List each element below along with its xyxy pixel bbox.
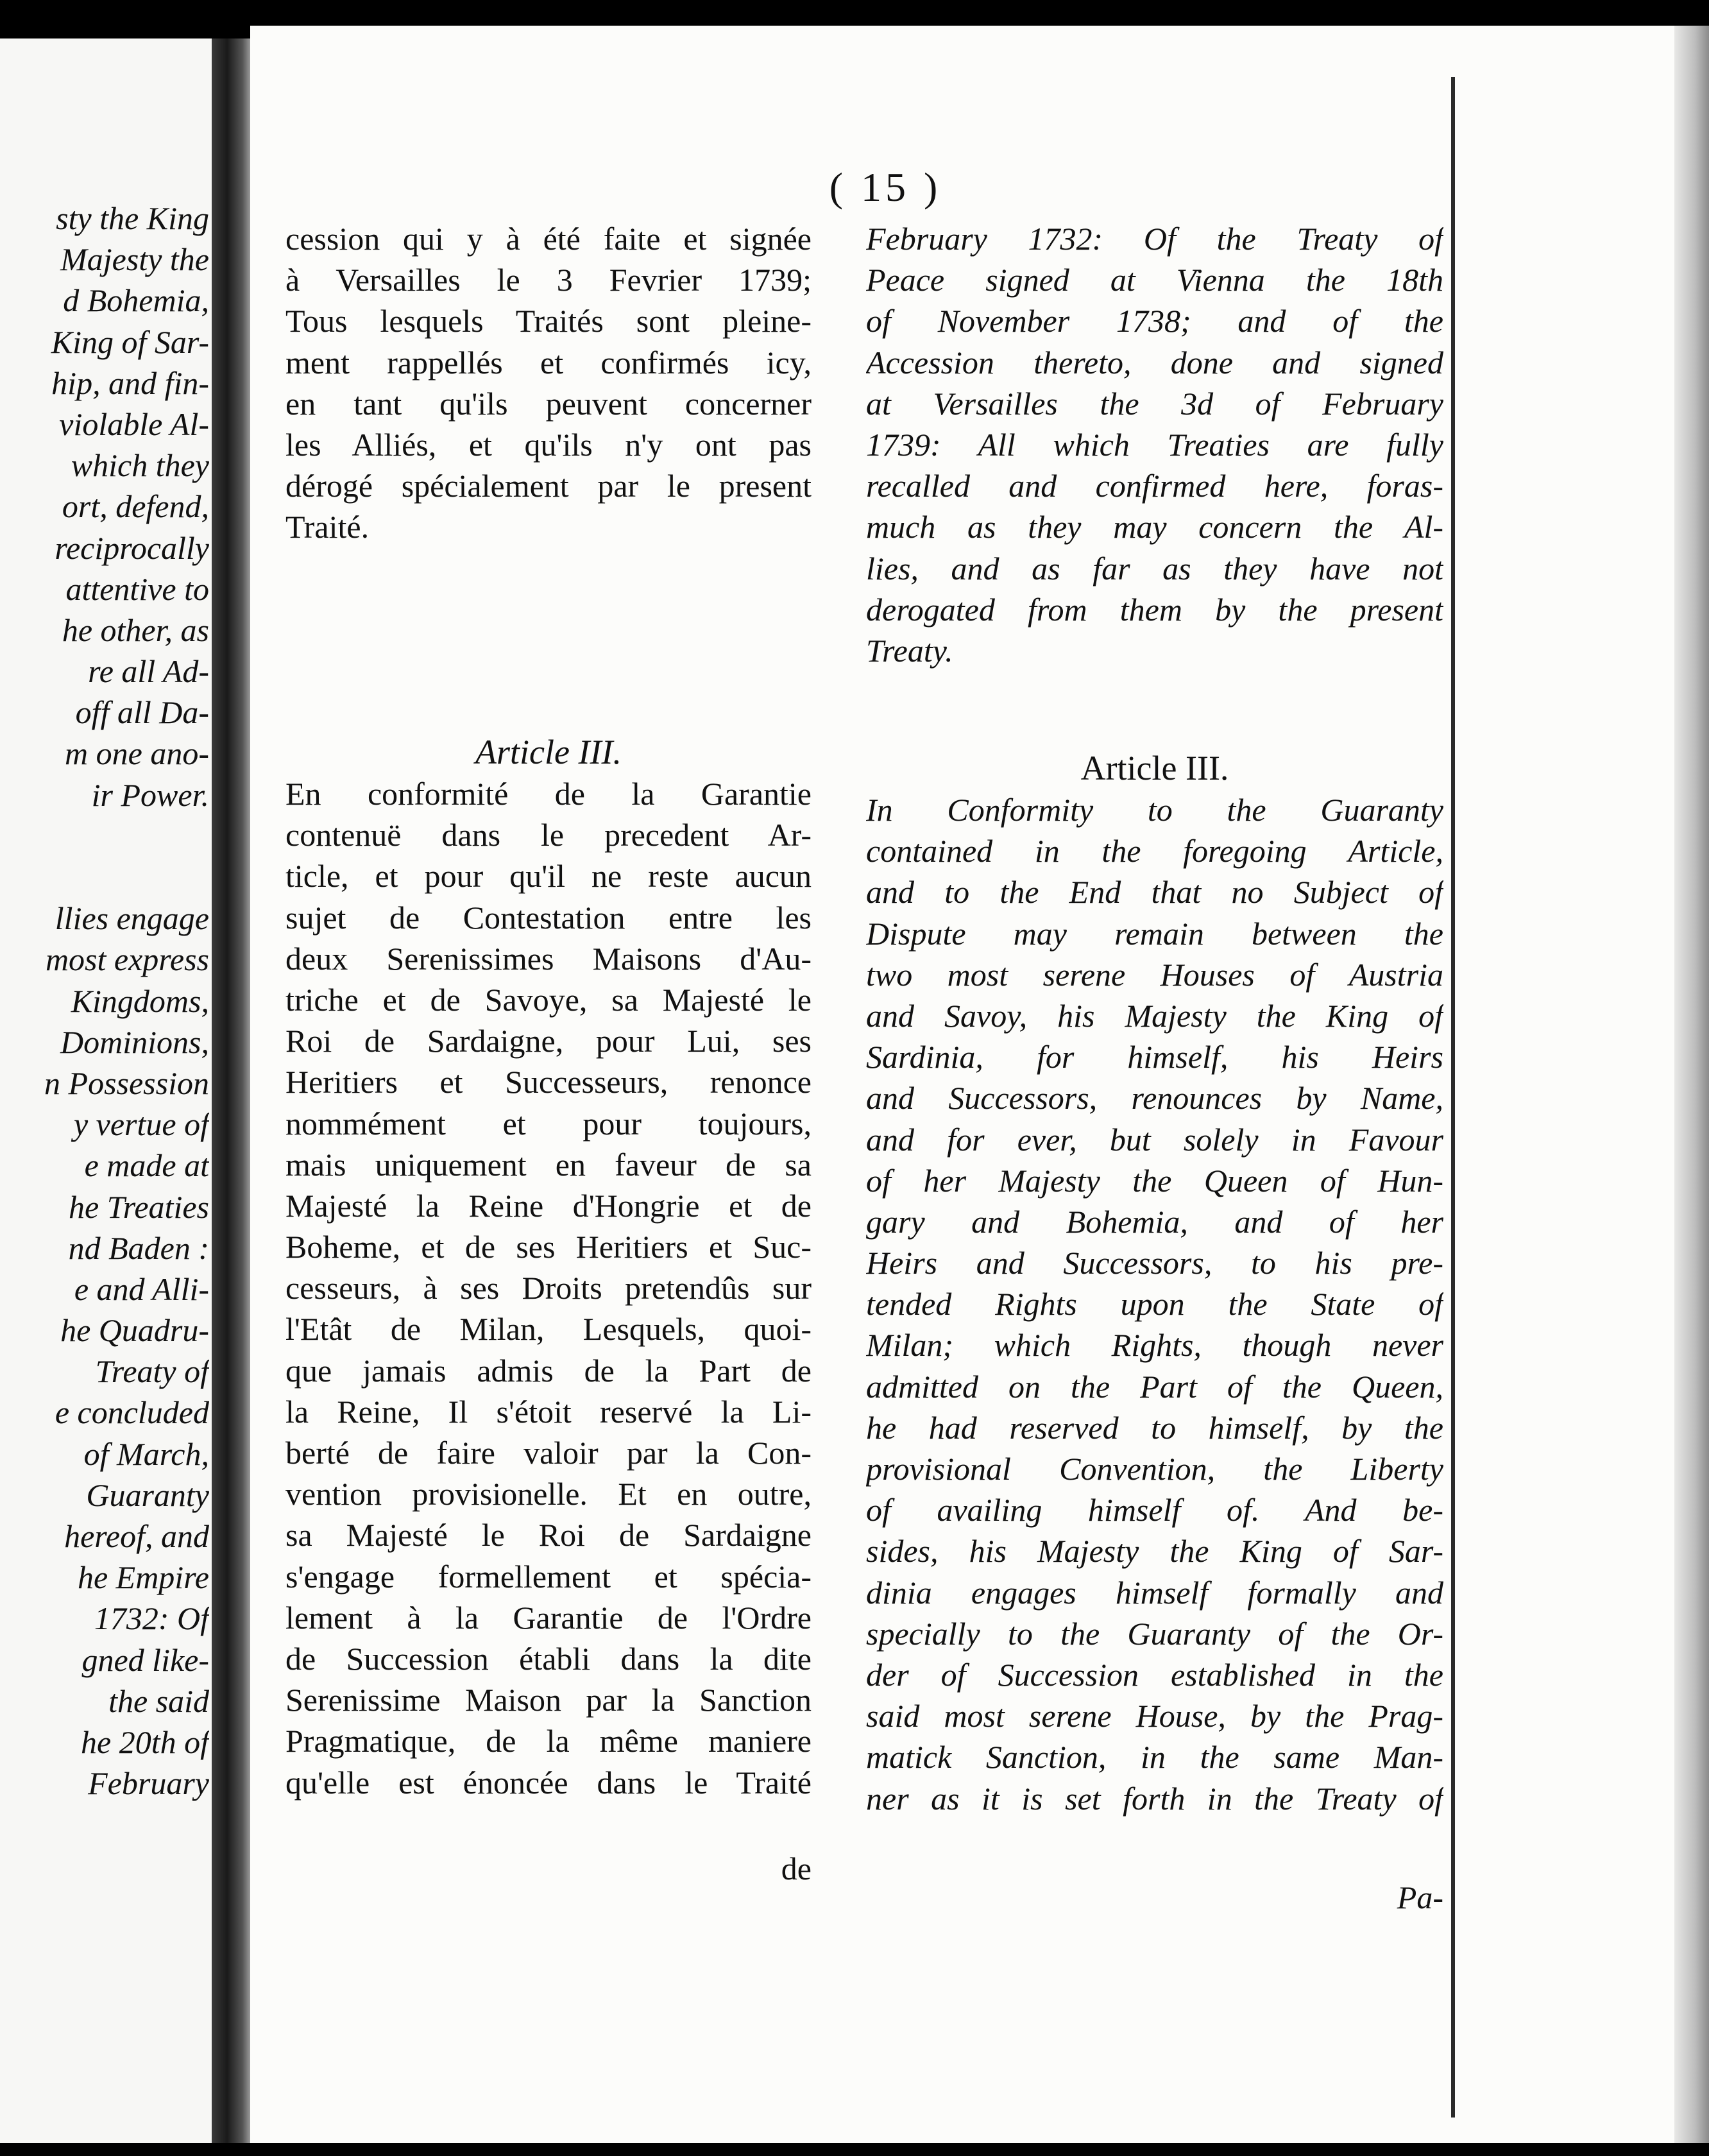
french-text-line: vention provisionelle. Et en outre,: [285, 1476, 812, 1512]
english-catchword: Pa-: [1397, 1879, 1443, 1915]
page-edge-shadow: [1451, 77, 1455, 2118]
left-fragment-line: [5, 857, 209, 898]
left-fragment-line: off all Da-: [75, 694, 209, 731]
french-text-line: nommément et pour toujours,: [285, 1105, 812, 1142]
english-article-heading: Article III.: [1080, 749, 1229, 787]
english-text-line: matick Sanction, in the same Man-: [866, 1739, 1443, 1775]
english-text-line: tended Rights upon the State of: [866, 1286, 1443, 1322]
english-text-line: 1739: All which Treaties are fully: [866, 426, 1443, 463]
left-fragment-line: he other, as: [62, 612, 209, 648]
english-text-line: gary and Bohemia, and of her: [866, 1203, 1443, 1240]
english-text-line: of availing himself of. And be-: [866, 1492, 1443, 1528]
english-text-line: two most serene Houses of Austria: [866, 956, 1443, 993]
french-text-line: ticle, et pour qu'il ne reste aucun: [285, 858, 812, 894]
left-fragment-line: King of Sar-: [51, 323, 209, 360]
english-text-line: derogated from them by the present: [866, 591, 1443, 628]
english-text-line: Heirs and Successors, to his pre-: [866, 1245, 1443, 1281]
english-text-line: Accession thereto, done and signed: [866, 344, 1443, 381]
french-text-line: Pragmatique, de la même maniere: [285, 1723, 812, 1759]
english-text-line: he had reserved to himself, by the: [866, 1409, 1443, 1446]
french-text-line: cesseurs, à ses Droits pretendûs sur: [285, 1270, 812, 1306]
french-text-line: Traité.: [285, 509, 370, 545]
left-fragment-line: Kingdoms,: [71, 982, 209, 1019]
english-text-line: ner as it is set forth in the Treaty of: [866, 1780, 1443, 1817]
english-text-line: lies, and as far as they have not: [866, 550, 1443, 586]
right-page-edge: [1674, 26, 1709, 2143]
french-text-line: Tous lesquels Traités sont pleine-: [285, 303, 812, 339]
left-fragment-line: e made at: [84, 1147, 209, 1184]
french-text-line: que jamais admis de la Part de: [285, 1352, 812, 1389]
left-fragment-line: m one ano-: [65, 735, 209, 772]
french-column-body: [285, 773, 812, 1803]
english-text-line: and Successors, renounces by Name,: [866, 1080, 1443, 1116]
left-fragment-line: e and Alli-: [74, 1270, 209, 1307]
english-text-line: and Savoy, his Majesty the King of: [866, 997, 1443, 1034]
french-text-line: la Reine, Il s'étoit reservé la Li-: [285, 1393, 812, 1430]
french-text-line: mais uniquement en faveur de sa: [285, 1146, 812, 1183]
left-fragment-line: nd Baden :: [68, 1229, 209, 1266]
english-text-line: provisional Convention, the Liberty: [866, 1451, 1443, 1487]
english-text-line: at Versailles the 3d of February: [866, 385, 1443, 422]
left-fragment-line: he Treaties: [69, 1188, 209, 1225]
english-text-line: February 1732: Of the Treaty of: [866, 221, 1443, 257]
english-text-line: admitted on the Part of the Queen,: [866, 1368, 1443, 1405]
left-fragment-line: 1732: Of: [94, 1600, 209, 1637]
english-text-line: contained in the foregoing Article,: [866, 833, 1443, 869]
left-fragment-line: d Bohemia,: [63, 282, 209, 319]
french-text-line: Boheme, et de ses Heritiers et Suc-: [285, 1229, 812, 1265]
left-fragment-line: y vertue of: [73, 1106, 209, 1143]
english-text-line: Peace signed at Vienna the 18th: [866, 262, 1443, 298]
french-text-line: Majesté la Reine d'Hongrie et de: [285, 1187, 812, 1224]
english-text-line: recalled and confirmed here, foras-: [866, 468, 1443, 504]
french-text-line: Serenissime Maison par la Sanction: [285, 1682, 812, 1718]
french-text-line: sa Majesté le Roi de Sardaigne: [285, 1517, 812, 1553]
french-text-line: dérogé spécialement par le present: [285, 468, 812, 504]
french-text-line: lement à la Garantie de l'Ordre: [285, 1599, 812, 1636]
english-text-line: Treaty.: [866, 632, 953, 669]
left-fragment-line: violable Al-: [59, 406, 209, 442]
left-fragment-line: reciprocally: [55, 529, 209, 566]
english-text-line: sides, his Majesty the King of Sar-: [866, 1533, 1443, 1570]
left-fragment-line: ort, defend,: [62, 488, 209, 525]
english-column-top: [866, 218, 1443, 671]
left-fragment-line: Treaty of: [95, 1353, 209, 1390]
french-text-line: Heritiers et Successeurs, renonce: [285, 1064, 812, 1100]
french-text-line: sujet de Contestation entre les: [285, 899, 812, 936]
french-text-line: à Versailles le 3 Fevrier 1739;: [285, 262, 812, 298]
french-text-line: Roi de Sardaigne, pour Lui, ses: [285, 1023, 812, 1059]
english-text-line: In Conformity to the Guaranty: [866, 792, 1443, 828]
book-gutter: [212, 38, 250, 2143]
left-fragment-line: February: [88, 1765, 209, 1802]
english-text-line: of her Majesty the Queen of Hun-: [866, 1162, 1443, 1199]
english-text-line: Dispute may remain between the: [866, 915, 1443, 952]
french-article-heading: Article III.: [475, 733, 622, 771]
left-fragment-line: the said: [108, 1682, 209, 1719]
left-page-fragment: [0, 38, 212, 2143]
english-text-line: of November 1738; and of the: [866, 303, 1443, 339]
french-column-top: [285, 218, 812, 548]
left-fragment-line: gned like-: [81, 1641, 209, 1678]
french-text-line: l'Etât de Milan, Lesquels, quoi-: [285, 1311, 812, 1348]
left-fragment-line: he 20th of: [81, 1724, 209, 1760]
french-text-line: cession qui y à été faite et signée: [285, 221, 812, 257]
left-fragment-line: he Empire: [77, 1559, 209, 1596]
french-text-line: ment rappellés et confirmés icy,: [285, 344, 812, 381]
english-text-line: said most serene House, by the Prag-: [866, 1698, 1443, 1734]
left-fragment-line: e concluded: [55, 1394, 209, 1431]
left-fragment-line: most express: [45, 941, 209, 978]
left-fragment-line: llies engage: [55, 900, 209, 937]
left-fragment-line: hip, and fin-: [51, 364, 209, 401]
english-text-line: Milan; which Rights, though never: [866, 1327, 1443, 1364]
english-text-line: and to the End that no Subject of: [866, 874, 1443, 911]
english-text-line: dinia engages himself formally and: [866, 1574, 1443, 1611]
english-column-body: [866, 789, 1443, 1819]
french-text-line: s'engage formellement et spécia-: [285, 1558, 812, 1595]
english-text-line: der of Succession established in the: [866, 1656, 1443, 1693]
left-fragment-lines: [5, 198, 209, 1804]
french-text-line: berté de faire valoir par la Con-: [285, 1435, 812, 1471]
french-text-line: deux Serenissimes Maisons d'Au-: [285, 940, 812, 977]
french-text-line: de Succession établi dans la dite: [285, 1640, 812, 1677]
french-text-line: contenuë dans le precedent Ar-: [285, 817, 812, 853]
page-number: ( 15 ): [829, 164, 942, 210]
french-text-line: triche et de Savoye, sa Majesté le: [285, 981, 812, 1018]
left-fragment-line: attentive to: [65, 570, 209, 607]
left-fragment-line: hereof, and: [64, 1518, 209, 1554]
left-fragment-line: he Quadru-: [60, 1312, 209, 1349]
english-text-line: specially to the Guaranty of the Or-: [866, 1615, 1443, 1652]
left-fragment-line: Guaranty: [86, 1476, 209, 1513]
left-fragment-line: [5, 816, 209, 857]
french-text-line: qu'elle est énoncée dans le Traité: [285, 1764, 812, 1801]
left-fragment-line: sty the King: [56, 200, 209, 236]
english-text-line: Sardinia, for himself, his Heirs: [866, 1039, 1443, 1075]
french-text-line: les Alliés, et qu'ils n'y ont pas: [285, 426, 812, 463]
left-fragment-line: which they: [71, 447, 209, 484]
french-text-line: En conformité de la Garantie: [285, 776, 812, 812]
left-fragment-line: re all Ad-: [88, 653, 209, 690]
english-text-line: and for ever, but solely in Favour: [866, 1121, 1443, 1158]
main-page: [250, 26, 1709, 2143]
left-fragment-line: of March,: [83, 1435, 209, 1472]
left-fragment-line: Dominions,: [60, 1023, 209, 1060]
french-catchword: de: [781, 1851, 812, 1887]
french-text-line: en tant qu'ils peuvent concerner: [285, 385, 812, 422]
english-text-line: much as they may concern the Al-: [866, 509, 1443, 545]
left-fragment-line: Majesty the: [60, 241, 209, 278]
left-fragment-line: ir Power.: [91, 776, 209, 813]
left-fragment-line: n Possession: [44, 1065, 209, 1101]
